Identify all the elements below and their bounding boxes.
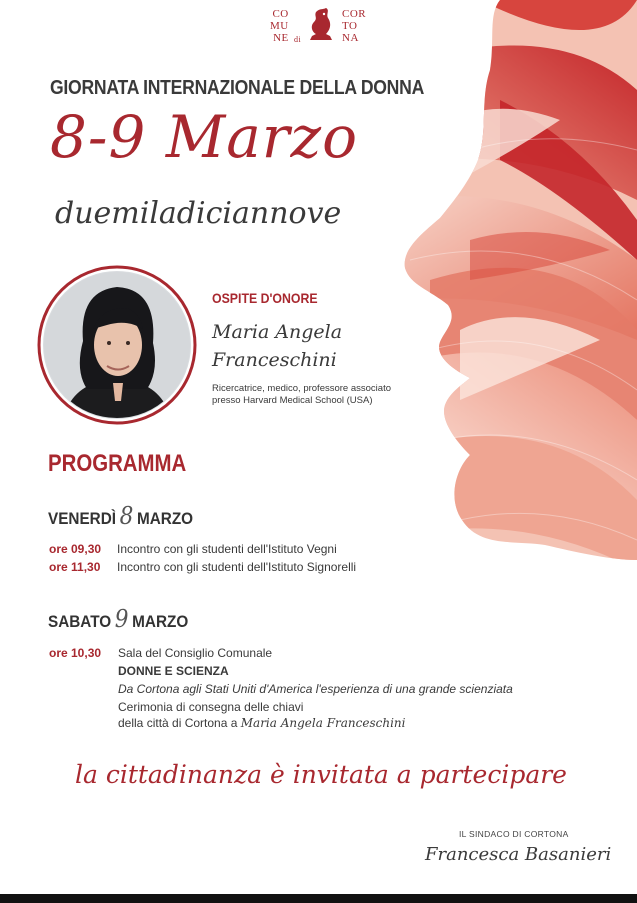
comune-di-cortona-logo: [268, 6, 378, 46]
session-title: DONNE E SCIENZA: [118, 664, 229, 678]
logo-di-text: di: [294, 35, 302, 44]
guest-portrait-photo: [43, 271, 191, 419]
mayor-name: Francesca Basanieri: [425, 844, 612, 865]
day-1-heading: VENERDÌ 8 MARZO: [48, 502, 194, 530]
schedule-time: ore 11,30: [49, 560, 101, 574]
event-year: duemiladiciannove: [55, 196, 342, 231]
venue-text: Sala del Consiglio Comunale: [118, 646, 273, 660]
schedule-time: ore 09,30: [49, 542, 102, 556]
ceremony-text: Cerimonia di consegna delle chiavi: [118, 700, 304, 714]
event-title: GIORNATA INTERNAZIONALE DELLA DONNA: [50, 77, 425, 99]
logo-right-text: COR TO NA: [342, 8, 367, 44]
schedule-time: ore 10,30: [49, 646, 102, 660]
program-heading: PROGRAMMA: [48, 450, 187, 477]
guest-of-honor-label: OSPITE D'ONORE: [212, 290, 318, 306]
event-dates: 8-9 Marzo: [50, 103, 359, 171]
ceremony-text-2: della città di Cortona a Maria Angela Franceschini: [118, 716, 406, 730]
mayor-label: IL SINDACO DI CORTONA: [459, 829, 569, 839]
session-subtitle: Da Cortona agli Stati Uniti d'America l'esperienza di una grande scienziata: [118, 682, 513, 696]
logo-left-text: CO MU NE: [270, 8, 289, 44]
day-2-heading: SABATO 9 MARZO: [48, 605, 189, 633]
schedule-text: Incontro con gli studenti dell'Istituto Vegni: [117, 542, 337, 556]
lion-emblem-icon: [304, 6, 338, 44]
guest-description: Ricercatrice, medico, professore associato presso Harvard Medical School (USA): [212, 383, 391, 406]
guest-name: Maria Angela Franceschini: [212, 321, 343, 371]
bottom-border-bar: [0, 894, 637, 903]
invitation-line: la cittadinanza è invitata a partecipare: [75, 760, 567, 789]
schedule-text: Incontro con gli studenti dell'Istituto Signorelli: [117, 560, 357, 574]
